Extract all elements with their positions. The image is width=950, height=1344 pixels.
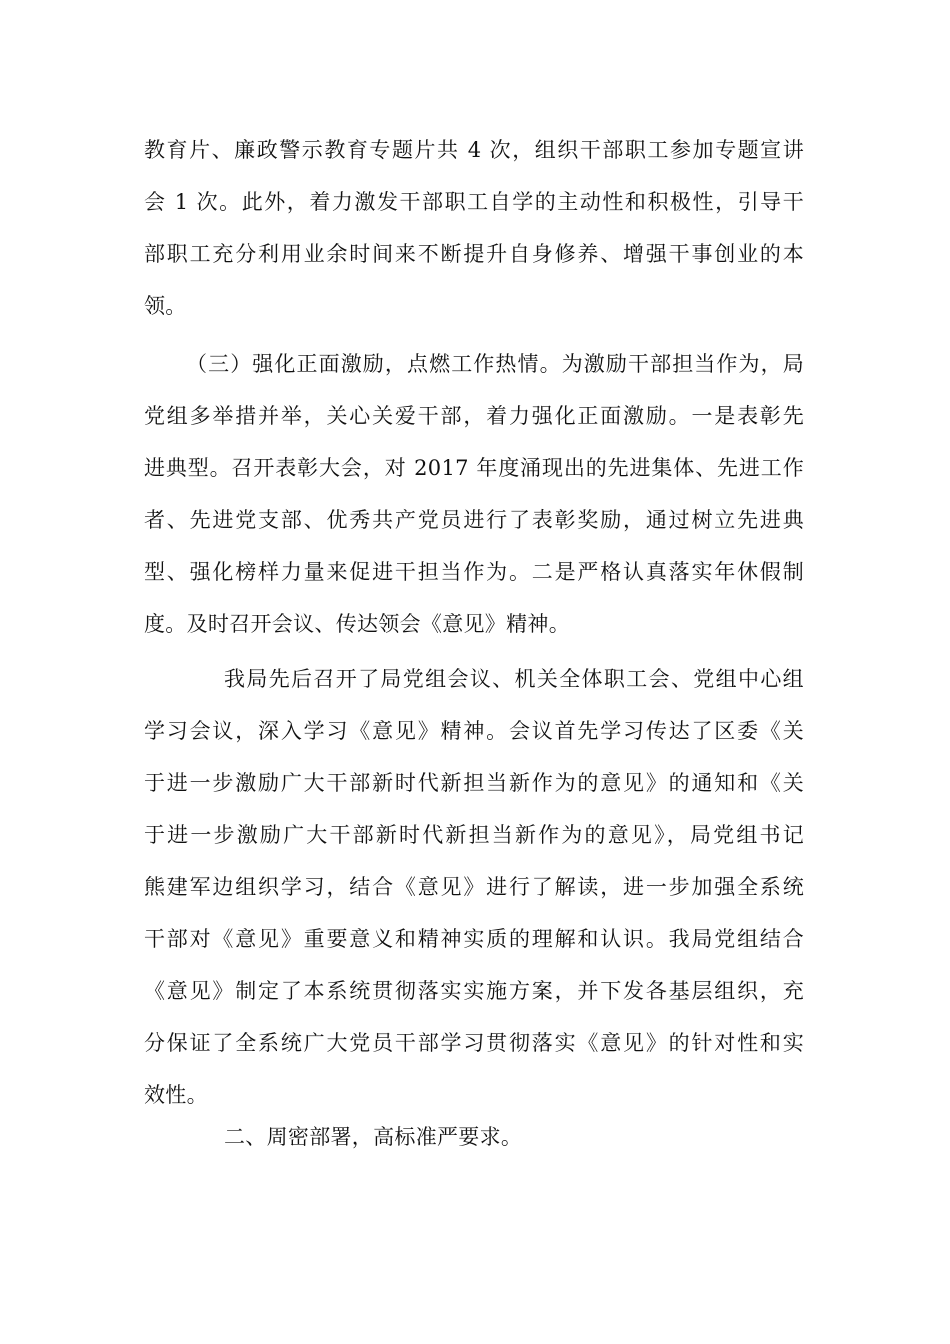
text-line: 我局先后召开了局党组会议、机关全体职工会、党组中心组 (224, 667, 804, 691)
text-line: 于进一步激励广大干部新时代新担当新作为的意见》的通知和《关 (144, 771, 804, 795)
text-line: 干部对《意见》重要意义和精神实质的理解和认识。我局党组结合 (144, 927, 804, 951)
text-line: （三）强化正面激励，点燃工作热情。为激励干部担当作为，局 (186, 352, 804, 376)
text-line: 领。 (144, 294, 187, 318)
text-line: 学习会议，深入学习《意见》精神。会议首先学习传达了区委《关 (144, 719, 804, 743)
paragraph-education-films (144, 124, 804, 332)
text-line: 进典型。召开表彰大会，对 2017 年度涌现出的先进集体、先进工作 (144, 456, 804, 480)
text-line: 效性。 (144, 1083, 208, 1107)
text-line: 者、先进党支部、优秀共产党员进行了表彰奖励，通过树立先进典 (144, 508, 804, 532)
text-line: 教育片、廉政警示教育专题片共 4 次，组织干部职工参加专题宣讲 (144, 138, 804, 162)
text-line: 于进一步激励广大干部新时代新担当新作为的意见》，局党组书记 (144, 823, 804, 847)
paragraph-meetings-study (144, 653, 804, 1121)
text-line: 型、强化榜样力量来促进干担当作为。二是严格认真落实年休假制 (144, 560, 804, 584)
text-line: 《意见》制定了本系统贯彻落实实施方案，并下发各基层组织，充 (144, 979, 804, 1003)
text-line: 党组多举措并举，关心关爱干部，着力强化正面激励。一是表彰先 (144, 404, 804, 428)
text-line: 熊建军边组织学习，结合《意见》进行了解读，进一步加强全系统 (144, 875, 804, 899)
section-heading-deployment (144, 1111, 804, 1163)
paragraph-positive-incentives (144, 338, 804, 650)
text-line: 度。及时召开会议、传达领会《意见》精神。 (144, 612, 570, 636)
text-line: 分保证了全系统广大党员干部学习贯彻落实《意见》的针对性和实 (144, 1031, 804, 1055)
text-line: 部职工充分利用业余时间来不断提升自身修养、增强干事创业的本 (144, 242, 804, 266)
text-line: 会 1 次。此外，着力激发干部职工自学的主动性和积极性，引导干 (144, 190, 804, 214)
section-heading-text: 二、周密部署，高标准严要求。 (224, 1125, 523, 1149)
